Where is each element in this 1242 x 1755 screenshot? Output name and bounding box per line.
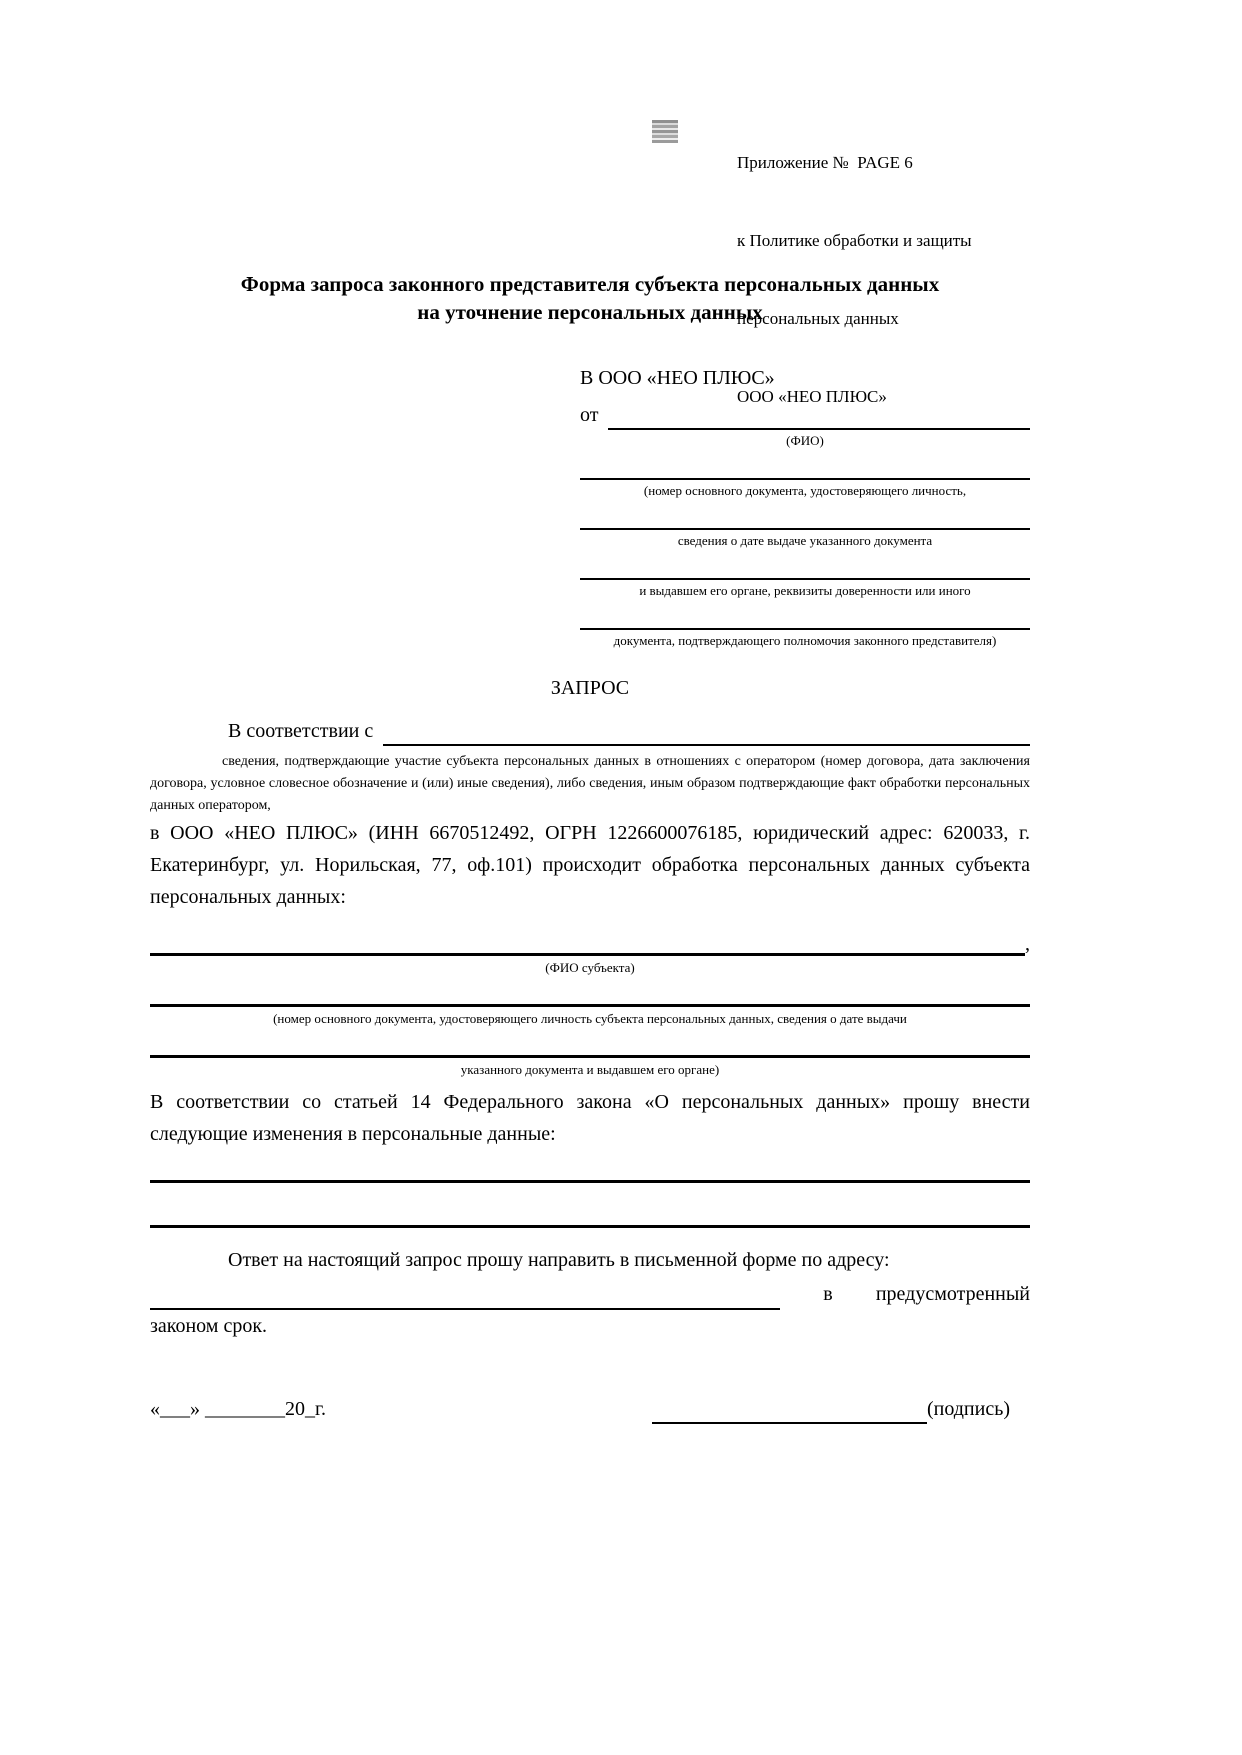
document-number-blank-field[interactable] [580, 478, 1030, 480]
address-blank-field[interactable] [150, 1288, 780, 1310]
intro-label: В соответствии с [228, 720, 374, 742]
header-line-company: ООО «НЕО ПЛЮС» [737, 387, 887, 406]
header-line-personal-data: персональных данных [737, 309, 899, 328]
caption-subject-document: (номер основного документа, удостоверяющего личность субъекта персональных данных, сведения о дате выдачи [273, 1011, 907, 1026]
caption-subject-authority: указанного документа и выдавшем его органе) [460, 1062, 720, 1077]
authority-document-blank-field[interactable] [580, 628, 1030, 630]
response-word-predusmotrenny: предусмотренный [875, 1283, 1030, 1305]
law-paragraph: В соответствии со статьей 14 Федерального закона «О персональных данных» прошу внести следующие изменения в персональные данные: [150, 1091, 1030, 1145]
document-content [150, 0, 1030, 1424]
from-row [580, 400, 1030, 430]
subject-document-blank-field[interactable] [150, 1004, 1030, 1007]
caption-fio: (ФИО) [786, 433, 824, 448]
fio-blank-field[interactable] [608, 408, 1030, 430]
operator-paragraph: в ООО «НЕО ПЛЮС» (ИНН 6670512492, ОГРН 1226600076185, юридический адрес: 620033, г. Екатеринбург, ул. Норильская, 77, оф.101) происходит обработка персональных данных субъекта персональных данных: [150, 822, 1030, 908]
intro-row [150, 716, 1030, 746]
page-title [150, 270, 1030, 326]
caption-document-number: (номер основного документа, удостоверяющего личность, [643, 483, 967, 498]
signature-blank-field[interactable] [652, 1402, 927, 1424]
header-line-appendix: Приложение № PAGE 6 [737, 153, 913, 172]
page-title-line-2: на уточнение персональных данных [417, 300, 763, 324]
caption-issuing-authority: и выдавшем его органе, реквизиты доверенности или иного [639, 583, 971, 598]
issuing-authority-blank-field[interactable] [580, 578, 1030, 580]
issue-date-blank-field[interactable] [580, 528, 1030, 530]
fine-print-note: сведения, подтверждающие участие субъекта персональных данных в отношениях с оператором (номер договора, дата заключения договора, условное словесное обозначение и (или) иные сведения), либо сведения, иным образом подтверждающие факт обработки персональных данных оператором, [150, 754, 1030, 813]
from-label: от [580, 404, 599, 426]
addressee-to: В ООО «НЕО ПЛЮС» [580, 367, 775, 389]
caption-authority-document: документа, подтверждающего полномочия законного представителя) [613, 633, 997, 648]
caption-issue-date: сведения о дате выдаче указанного документа [677, 533, 933, 548]
request-heading: ЗАПРОС [550, 677, 630, 699]
signature-group [652, 1394, 1010, 1424]
signature-row [150, 1394, 1030, 1424]
response-paragraph: Ответ на настоящий запрос прошу направить в письменной форме по адресу: [228, 1249, 890, 1271]
header-line-policy: к Политике обработки и защиты [737, 231, 972, 250]
changes-blank-field-2[interactable] [150, 1225, 1030, 1228]
subject-fio-row [150, 933, 1030, 956]
subject-authority-blank-field[interactable] [150, 1055, 1030, 1058]
response-word-v: в [823, 1283, 833, 1305]
subject-fio-blank-field[interactable] [150, 933, 1025, 956]
signature-caption: (подпись) [926, 1398, 1010, 1420]
caption-subject-fio: (ФИО субъекта) [545, 960, 635, 975]
response-end: законом срок. [150, 1315, 268, 1337]
basis-blank-field[interactable] [383, 724, 1030, 746]
date-blank-text[interactable]: «___» ________20_г. [150, 1398, 326, 1420]
page-title-line-1: Форма запроса законного представителя субъекта персональных данных [240, 272, 940, 296]
changes-blank-field-1[interactable] [150, 1180, 1030, 1183]
subject-comma: , [1025, 933, 1030, 955]
addressee-block [580, 362, 1030, 648]
response-address-row [150, 1278, 1030, 1310]
